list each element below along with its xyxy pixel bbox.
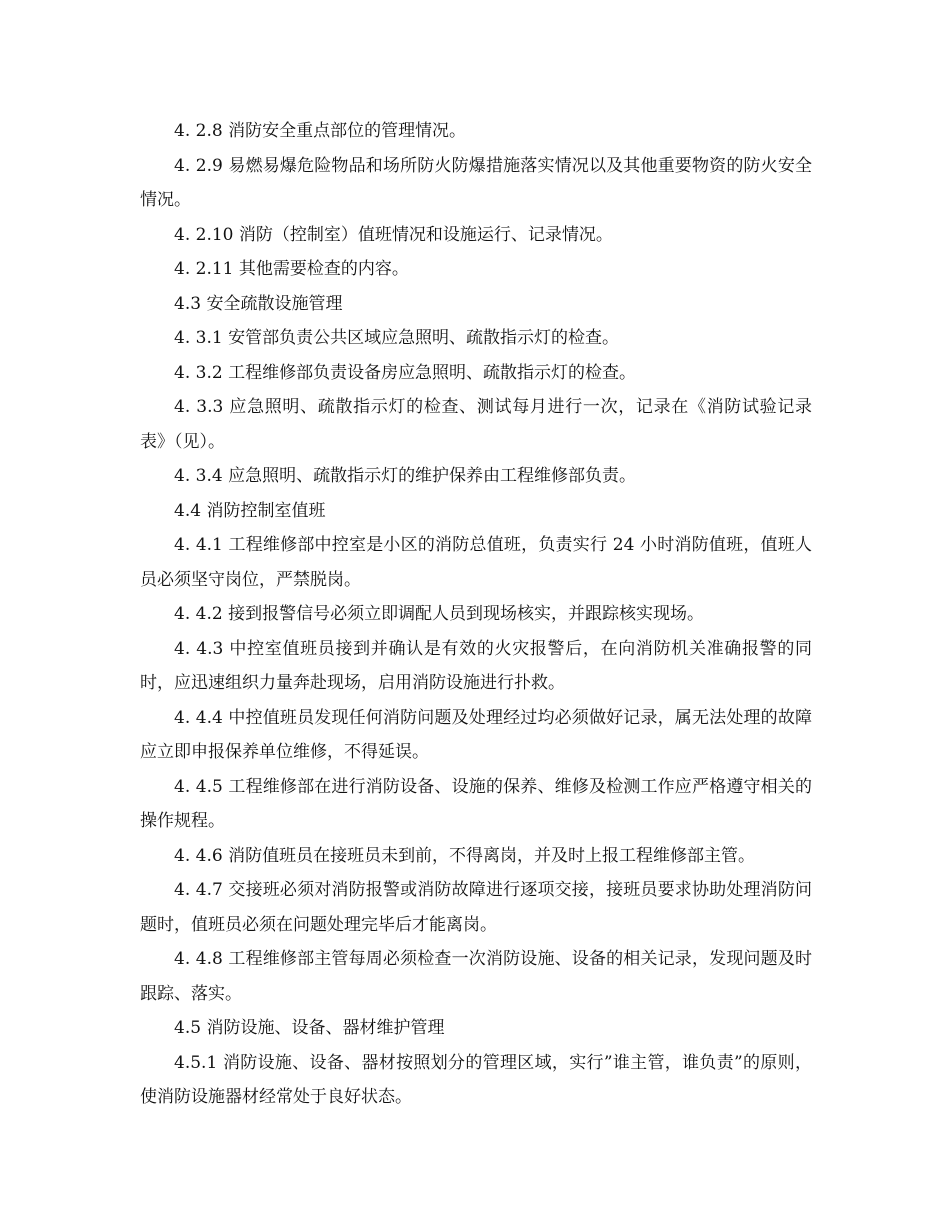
section-heading-4-4: 4.4 消防控制室值班: [174, 500, 326, 521]
paragraph-4-4-7: 4. 4.7 交接班必须对消防报警或消防故障进行逐项交接，接班员要求协助处理消防问题时，值班员必须在问题处理完毕后才能离岗。: [140, 880, 812, 935]
paragraph-4-4-6: 4. 4.6 消防值班员在接班员未到前，不得离岗，并及时上报工程维修部主管。: [174, 845, 756, 866]
paragraph-4-2-10: 4. 2.10 消防（控制室）值班情况和设施运行、记录情况。: [174, 224, 613, 245]
paragraph-4-3-1: 4. 3.1 安管部负责公共区域应急照明、疏散指示灯的检查。: [174, 328, 620, 348]
paragraph-4-5-1: 4.5.1 消防设施、设备、器材按照划分的管理区域，实行”谁主管，谁负责”的原则，使消防设施器材经常处于良好状态。: [140, 1052, 812, 1107]
paragraph-4-4-4: 4. 4.4 中控值班员发现任何消防问题及处理经过均必须做好记录，属无法处理的故障应立即申报保养单位维修，不得延误。: [140, 707, 812, 762]
paragraph-4-4-1: 4. 4.1 工程维修部中控室是小区的消防总值班，负责实行 24 小时消防值班，值班人员必须坚守岗位，严禁脱岗。: [140, 535, 812, 590]
paragraph-4-4-2: 4. 4.2 接到报警信号必须立即调配人员到现场核实，并跟踪核实现场。: [174, 604, 705, 624]
paragraph-4-4-8: 4. 4.8 工程维修部主管每周必须检查一次消防设施、设备的相关记录，发现问题及时跟踪、落实。: [140, 949, 812, 1004]
paragraph-4-2-8: 4. 2.8 消防安全重点部位的管理情况。: [174, 121, 467, 141]
paragraph-4-2-11: 4. 2.11 其他需要检查的内容。: [174, 259, 409, 279]
paragraph-4-4-3: 4. 4.3 中控室值班员接到并确认是有效的火灾报警后，在向消防机关准确报警的同时，应迅速组织力量奔赴现场，启用消防设施进行扑救。: [140, 638, 812, 693]
paragraph-4-3-2: 4. 3.2 工程维修部负责设备房应急照明、疏散指示灯的检查。: [174, 362, 637, 383]
paragraph-4-2-9: 4. 2.9 易燃易爆危险物品和场所防火防爆措施落实情况以及其他重要物资的防火安全情况。: [140, 155, 812, 210]
paragraph-4-3-3: 4. 3.3 应急照明、疏散指示灯的检查、测试每月进行一次，记录在《消防试验记录表》（见）。: [140, 397, 812, 452]
paragraph-4-4-5: 4. 4.5 工程维修部在进行消防设备、设施的保养、维修及检测工作应严格遵守相关的操作规程。: [140, 776, 812, 831]
section-heading-4-3: 4.3 安全疏散设施管理: [174, 293, 343, 314]
paragraph-4-3-4: 4. 3.4 应急照明、疏散指示灯的维护保养由工程维修部负责。: [174, 466, 637, 486]
document-body: [140, 114, 812, 1115]
section-heading-4-5: 4.5 消防设施、设备、器材维护管理: [174, 1018, 445, 1038]
